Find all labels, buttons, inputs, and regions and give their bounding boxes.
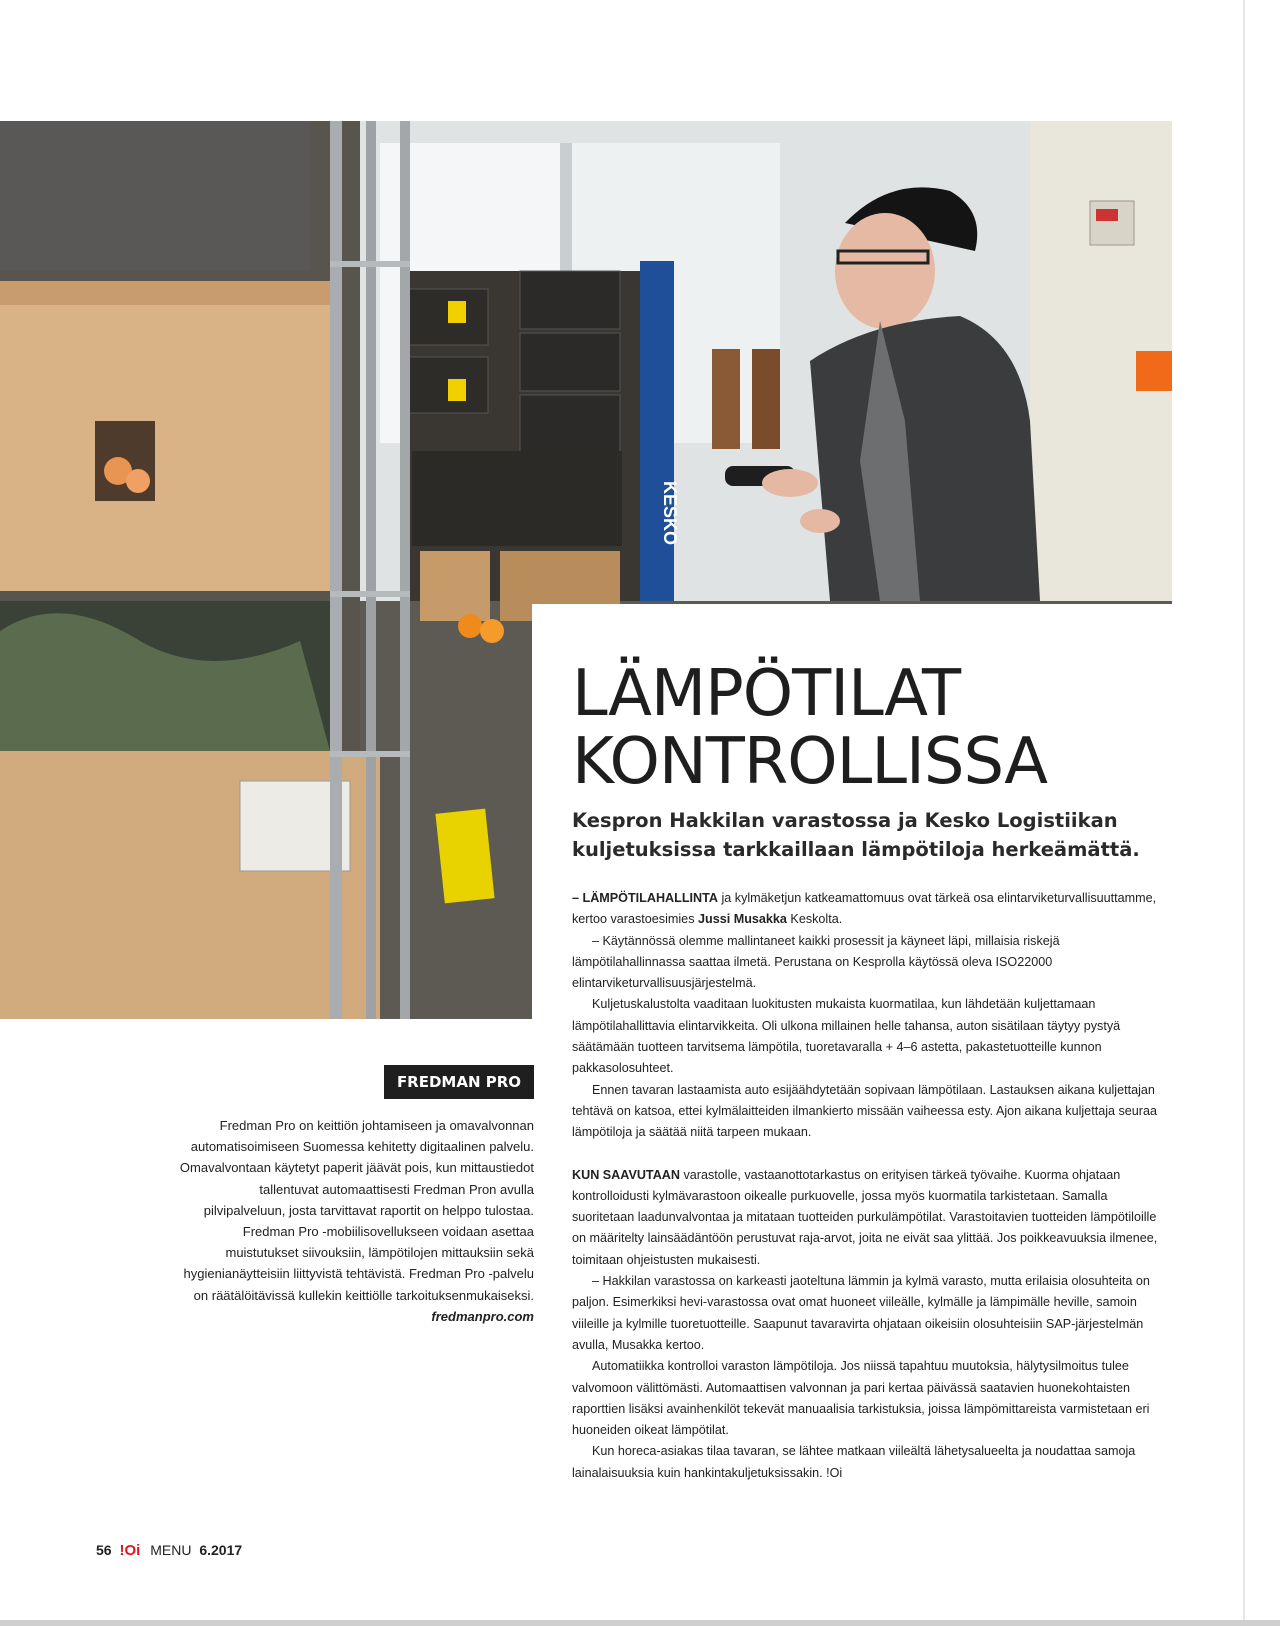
page-number: 56 bbox=[96, 1542, 112, 1558]
page-edge-rule bbox=[1243, 0, 1245, 1626]
headline-line-1: LÄMPÖTILAT bbox=[572, 657, 961, 731]
photo-caption: Oulun Lapland Hotellin keittiömestari Janne Nevalainen mittaa lämpötilat myös vastaanottotarkastuksen yhteydessä. bbox=[84, 1028, 326, 1075]
kesko-crate-label: KESKO bbox=[660, 481, 680, 546]
sidebar-box bbox=[176, 1115, 534, 1327]
body-paragraph-8: Kun horeca-asiakas tilaa tavaran, se lähtee matkaan viileältä lähetysalueelta ja noudattaa samoja lainalaisuuksia kuin hankintakuljetuksissakin. !Oi bbox=[572, 1444, 1136, 1480]
magazine-name: MENU bbox=[150, 1542, 192, 1558]
article-body bbox=[572, 888, 1162, 1484]
article-headline bbox=[572, 657, 1172, 799]
page-footer bbox=[96, 1540, 242, 1561]
lead-in: KUN SAAVUTAAN bbox=[572, 1167, 680, 1182]
body-text: ja kylmäketjun katkeamattomuus ovat tärkeä osa elintarviketurvallisuuttamme, kertoo varastoesimies bbox=[572, 891, 1157, 927]
body-text: varastolle, vastaanottotarkastus on erityisen tärkeä työvaihe. Kuorma ohjataan kontrolloidusti kylmävarastoon oikealle purkuovelle, jossa myös kuormatila tarkistetaan. Samalla suoritetaan laadunvalvontaa ja mitataan tuotteiden purkulämpötilat. Varastoitavien tuotteiden lämpötiloille on määritelty lainsäädäntöön perustuvat raja-arvot, joita ne eivät saa ylittää. Jos poikkeavuuksia ilmenee, toimitaan ohjeistusten mukaisesti. bbox=[572, 1167, 1158, 1267]
body-paragraph-3: Kuljetuskalustolta vaaditaan luokitusten mukaista kuormatilaa, kun lähdetään kuljettamaan lämpötilahallittavia elintarvikkeita. Oli ulkona millainen helle tahansa, auton sisätilaan täytyy pystyä säätämään tuotteen tarvitsema lämpötila, tuoretavaralla + 4–6 astetta, pakastetuotteille kunnon pakkasolosuhteet. bbox=[572, 997, 1121, 1076]
issue-number: 6.2017 bbox=[199, 1542, 243, 1558]
headline-line-2: KONTROLLISSA bbox=[572, 725, 1048, 799]
sidebar-text: Fredman Pro on keittiön johtamiseen ja omavalvonnan automatisoimiseen Suomessa kehitetty digitaalinen palvelu. Omavalvontaan käytetyt paperit jäävät pois, kun mittaustiedot tallentuvat automaattisesti Fredman Pron avulla pilvipalveluun, josta tarvittavat raportit on helppo tulostaa. Fredman Pro -mobiilisovellukseen voidaan asettaa muistutukset siivouksiin, lämpötilojen mittauksiin sekä hygienianäytteisiin liittyvistä tehtävistä. Fredman Pro -palvelu on räätälöitävissä kullekin keittiölle tarkoituksenmukaiseksi. bbox=[179, 1118, 534, 1303]
body-paragraph-6: – Hakkilan varastossa on karkeasti jaoteltuna lämmin ja kylmä varasto, mutta erilaisia olosuhteita on paljon. Esimerkiksi hevi-varastossa ovat omat huoneet viileälle, kylmälle ja lämpimälle heville, samoin viileille ja kylmille tuoretuotteille. Saapunut tavaravirta ohjataan oikeisiin olosuhteisiin SAP-järjestelmän avulla, Musakka kertoo. bbox=[572, 1274, 1150, 1352]
person-name: Jussi Musakka bbox=[698, 912, 787, 927]
lead-in: – LÄMPÖTILAHALLINTA bbox=[572, 891, 718, 905]
article-deck: Kespron Hakkilan varastossa ja Kesko Logistiikan kuljetuksissa tarkkaillaan lämpötiloja herkeämättä. bbox=[572, 809, 1140, 861]
sidebar-link[interactable]: fredmanpro.com bbox=[431, 1308, 534, 1324]
body-paragraph-5 bbox=[572, 1165, 1162, 1271]
body-paragraph-4: Ennen tavaran lastaamista auto esijäähdytetään sopivaan lämpötilaan. Lastauksen aikana kuljettajan tehtävä on katsoa, ettei kylmälaitteiden ilmankierto missään vaiheessa esty. Ajon aikana kuljettaja seuraa lämpötiloja ja säätää niitä tarpeen mukaan. bbox=[572, 1082, 1157, 1140]
magazine-logo: !Oi bbox=[119, 1542, 141, 1559]
body-paragraph-2: – Käytännössä olemme mallintaneet kaikki prosessit ja käyneet läpi, millaisia riskejä lämpötilahallinnassa saattaa ilmetä. Perustana on Kesprolla käytössä oleva ISO22000 elintarviketurvallisuusjärjestelmä. bbox=[572, 933, 1060, 991]
body-paragraph-7: Automatiikka kontrolloi varaston lämpötiloja. Jos niissä tapahtuu muutoksia, hälytysilmoitus tulee valvomoon välittömästi. Automaattisen valvonnan ja pari kertaa päivässä saatavien huonekohtaisten raporttien lisäksi avainhenkilöt tekevät manuaalisia tarkistuksia, joissa lämpömittareista varmistetaan eri huoneiden oikeat lämpötilat. bbox=[572, 1359, 1150, 1438]
page-bottom-edge bbox=[0, 1620, 1280, 1626]
body-paragraph-1 bbox=[572, 888, 1162, 931]
sidebar-tag: FREDMAN PRO bbox=[384, 1065, 534, 1099]
body-text: Keskolta. bbox=[786, 912, 843, 927]
